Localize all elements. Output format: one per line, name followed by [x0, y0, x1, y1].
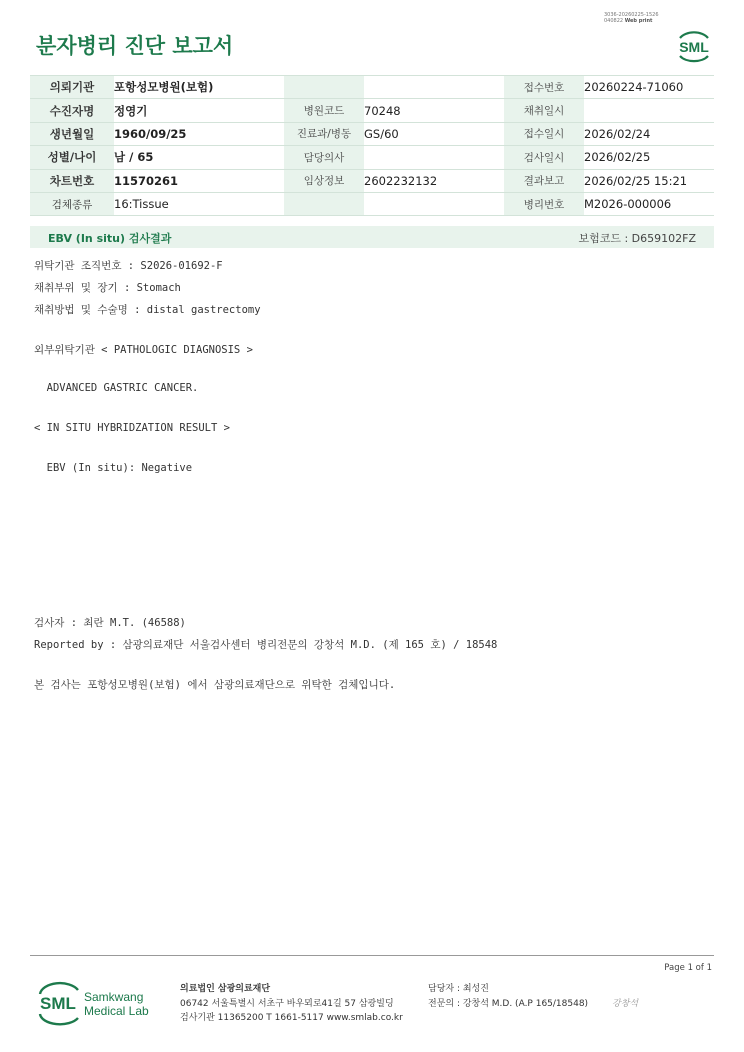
org-contact: 검사기관 11365200 T 1661-5117 www.smlab.co.kr: [180, 1013, 403, 1023]
info-label: 결과보고: [504, 169, 584, 192]
info-label: 병원코드: [284, 99, 364, 122]
info-value: 남 / 65: [114, 146, 284, 169]
info-value: 1960/09/25: [114, 122, 284, 145]
patient-info-table: [30, 75, 714, 216]
info-label: 채취일시: [504, 99, 584, 122]
info-label: 의뢰기관: [30, 76, 114, 99]
info-label: 임상정보: [284, 169, 364, 192]
info-label: 병리번호: [504, 192, 584, 215]
sml-logo-icon: [672, 26, 716, 64]
report-line: 외부위탁기관 < PATHOLOGIC DIAGNOSIS >: [34, 344, 253, 356]
print-id: [604, 12, 659, 24]
report-line: 위탁기관 조직번호 : S2026-01692-F: [34, 260, 223, 272]
info-value: [584, 99, 714, 122]
org-name: 의료법인 삼광의료재단: [180, 984, 271, 994]
section-header: [30, 226, 714, 248]
page-number: Page 1 of 1: [664, 963, 712, 973]
report-line: 본 검사는 포항성모병원(보험) 에서 삼광의료재단으로 위탁한 검체입니다.: [34, 679, 396, 691]
info-label: [284, 192, 364, 215]
report-line: 채취부위 및 장기 : Stomach: [34, 282, 181, 294]
info-row: [30, 146, 714, 169]
report-line: 검사자 : 최란 M.T. (46588): [34, 617, 186, 629]
info-value: 70248: [364, 99, 504, 122]
info-row: [30, 99, 714, 122]
report-title: 분자병리 진단 보고서: [36, 34, 234, 58]
print-mode: Web print: [624, 18, 653, 24]
report-line: Reported by : 삼광의료재단 서울검사센터 병리전문의 강창석 M.D. (제 165 호) / 18548: [34, 639, 498, 651]
footer-logo-name2: Medical Lab: [84, 1004, 149, 1018]
info-value: M2026-000006: [584, 192, 714, 215]
info-label: 검사일시: [504, 146, 584, 169]
info-value: [364, 146, 504, 169]
info-row: [30, 169, 714, 192]
info-value: [364, 76, 504, 99]
info-label: 접수번호: [504, 76, 584, 99]
info-label: 생년월일: [30, 122, 114, 145]
footer-org-info: [180, 982, 403, 1026]
info-value: 정영기: [114, 99, 284, 122]
info-label: 검체종류: [30, 192, 114, 215]
report-line: < IN SITU HYBRIDZATION RESULT >: [34, 422, 230, 434]
info-label: 성별/나이: [30, 146, 114, 169]
info-value: 20260224-71060: [584, 76, 714, 99]
info-label: 수진자명: [30, 99, 114, 122]
report-line: ADVANCED GASTRIC CANCER.: [34, 382, 199, 394]
report-line: EBV (In situ): Negative: [34, 462, 193, 474]
info-label: 차트번호: [30, 169, 114, 192]
staff-name: 담당자 : 최성진: [428, 984, 489, 994]
info-row: [30, 76, 714, 99]
logo-text: SML: [679, 39, 709, 55]
section-title: EBV (In situ) 검사결과: [48, 232, 172, 245]
insurance-code: 보험코드 : D659102FZ: [578, 232, 696, 245]
info-value: 포항성모병원(보험): [114, 76, 284, 99]
info-value: 2026/02/24: [584, 122, 714, 145]
print-id-line1: 3036-20260225-1526: [604, 12, 659, 18]
footer-logo-text: SML: [40, 994, 76, 1013]
sml-footer-logo-icon: [36, 980, 156, 1026]
info-value: GS/60: [364, 122, 504, 145]
info-value: 16:Tissue: [114, 192, 284, 215]
info-row: [30, 192, 714, 215]
info-value: [364, 192, 504, 215]
info-label: 진료과/병동: [284, 122, 364, 145]
info-value: 11570261: [114, 169, 284, 192]
print-id-line2: 040822: [604, 18, 624, 24]
footer-divider: [30, 955, 714, 956]
signature: 강창석: [612, 999, 639, 1009]
specialist-name: 전문의 : 강창석 M.D. (A.P 165/18548): [428, 998, 589, 1009]
org-address: 06742 서울특별시 서초구 바우뫼로41길 57 삼광빌딩: [180, 998, 394, 1009]
info-label: 접수일시: [504, 122, 584, 145]
info-value: 2026/02/25 15:21: [584, 169, 714, 192]
info-label: [284, 76, 364, 99]
report-line: 채취방법 및 수술명 : distal gastrectomy: [34, 304, 261, 316]
footer-staff-info: [428, 982, 588, 1011]
info-row: [30, 122, 714, 145]
info-value: 2026/02/25: [584, 146, 714, 169]
info-label: 담당의사: [284, 146, 364, 169]
info-value: 2602232132: [364, 169, 504, 192]
footer-logo-name1: Samkwang: [84, 990, 144, 1004]
